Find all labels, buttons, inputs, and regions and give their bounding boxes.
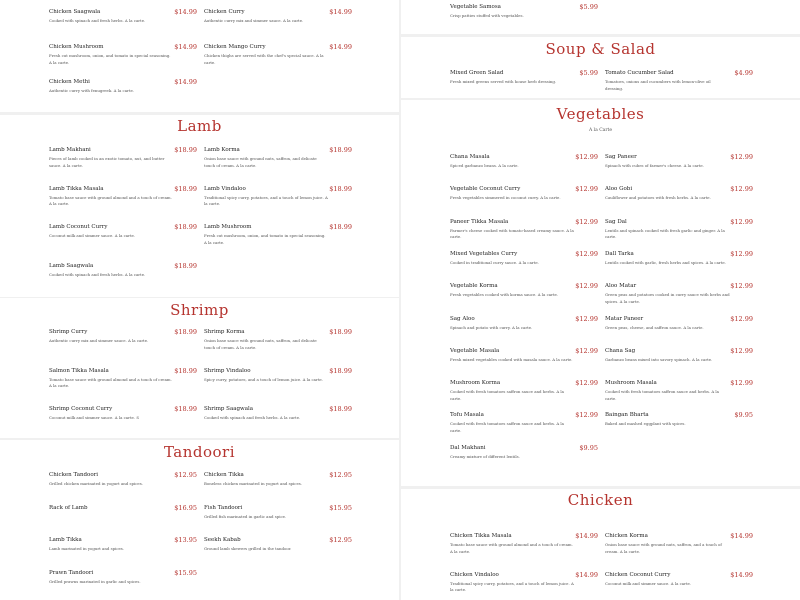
item-description: Onion base sauce with ground nuts, saffron, and delicate touch of cream. A la carte. xyxy=(204,338,317,350)
item-price: $12.95 xyxy=(174,471,197,479)
item-name: Mixed Vegetables Curry xyxy=(450,250,518,257)
item-description: Cooked in traditional curry sauce. A la carte. xyxy=(450,259,539,265)
item-price: $12.99 xyxy=(730,217,753,226)
item-name: Salmon Tikka Masala xyxy=(49,367,109,374)
section-title-vegetables: Vegetables xyxy=(556,105,645,123)
item-price: $4.99 xyxy=(734,69,753,77)
item-description: Traditional spicy curry, potatoes, and a touch of lemon juice. A la carte. xyxy=(450,580,574,592)
item-price: $18.99 xyxy=(329,405,352,413)
item-price: $18.99 xyxy=(174,405,197,413)
item-description: Fresh vegetables cooked with korma sauce. A la carte. xyxy=(450,292,559,298)
item-description: Fresh vegetables simmered in coconut curry. A la carte. xyxy=(450,195,561,201)
item-description: Authentic curry mix and simmer sauce. A la carte. xyxy=(204,18,304,23)
item-description: Coconut milk and simmer sauce. A la carte. xyxy=(605,580,692,586)
item-price: $14.99 xyxy=(575,570,598,579)
section-title-shrimp: Shrimp xyxy=(170,301,229,319)
item-description: Fresh cut mushroom, onion, and tomato in special seasoning. A la carte. xyxy=(204,233,326,245)
item-name: Shrimp Korma xyxy=(204,329,245,335)
item-price: $9.95 xyxy=(734,411,753,420)
item-price: $18.99 xyxy=(174,184,197,193)
item-price: $18.99 xyxy=(174,146,197,154)
section-subtitle-vegetables: A la Carte xyxy=(589,128,612,133)
item-description: Spinach and potato with curry. A la carte. xyxy=(450,324,533,330)
item-name: Shrimp Curry xyxy=(49,329,88,335)
item-name: Chicken Curry xyxy=(204,9,245,15)
item-name: Shrimp Vindaloo xyxy=(204,367,251,374)
item-name: Sag Dal xyxy=(605,218,627,225)
item-price: $15.95 xyxy=(329,503,352,512)
item-price: $18.99 xyxy=(174,328,197,336)
item-description: Fresh mixed greens served with house herb dressing. xyxy=(450,79,557,84)
item-price: $12.95 xyxy=(329,536,352,544)
item-description: Tomato base sauce with ground almond and a touch of cream. A la carte. xyxy=(49,194,172,206)
panel-soup-salad xyxy=(401,37,800,98)
item-name: Sag Paneer xyxy=(605,154,637,160)
item-description: Tomato base sauce with ground almond and a touch of cream. A la carte. xyxy=(450,542,573,554)
item-price: $18.99 xyxy=(329,223,352,231)
item-name: Fish Tandoori xyxy=(204,504,243,511)
item-price: $16.95 xyxy=(174,503,197,512)
item-price: $12.99 xyxy=(575,379,598,388)
item-price: $14.99 xyxy=(174,43,197,51)
item-price: $12.99 xyxy=(730,379,753,388)
panel-appetizer-continued xyxy=(401,0,800,34)
item-name: Chicken Tikka xyxy=(204,472,244,478)
item-description: Cauliflower and potatoes with fresh herbs. A la carte. xyxy=(605,195,711,201)
item-name: Chana Masala xyxy=(450,154,490,160)
item-name: Chicken Korma xyxy=(605,533,648,539)
item-price: $14.99 xyxy=(575,532,598,540)
item-name: Lamb Makhani xyxy=(49,147,91,153)
section-title-soup-salad: Soup & Salad xyxy=(545,40,656,58)
item-name: Rack of Lamb xyxy=(49,504,88,511)
item-price: $12.99 xyxy=(730,249,753,258)
item-description: Green peas, cheese, and saffron sauce. A la carte. xyxy=(605,324,704,330)
item-price: $12.99 xyxy=(575,153,598,161)
item-description: Garbanzo beans mixed into savory spinach. A la carte. xyxy=(605,356,713,362)
item-name: Chicken Saagwala xyxy=(49,9,101,15)
item-name: Chicken Methi xyxy=(49,79,90,85)
item-price: $14.99 xyxy=(730,532,753,540)
item-description: Authentic curry with fenugreek. A la carte. xyxy=(49,88,134,93)
item-name: Lamb Vindaloo xyxy=(204,185,246,192)
item-description: Creamy mixture of different lentils. xyxy=(450,453,520,459)
item-description: Cooked with fresh tomatoes saffron sauce and herbs. A la carte. xyxy=(605,389,719,401)
item-description: Grilled chicken marinated in yogurt and spices. xyxy=(49,481,143,486)
item-name: Chicken Coconut Curry xyxy=(605,571,671,578)
item-description: Green peas and potatoes cooked in curry sauce with herbs and spices. A la carte. xyxy=(605,292,730,304)
item-price: $14.99 xyxy=(730,570,753,579)
item-description: Spiced garbanzo beans. A la carte. xyxy=(450,163,519,168)
item-name: Chicken Mango Curry xyxy=(204,44,266,50)
item-name: Mushroom Masala xyxy=(605,380,657,387)
item-description: Boneless chicken marinated in yogurt and spices. xyxy=(204,481,303,486)
item-price: $18.99 xyxy=(329,184,352,193)
item-name: Lamb Korma xyxy=(204,147,240,153)
item-description: Lentils and spinach cooked with fresh garlic and ginger. A la carte. xyxy=(605,227,725,240)
item-price: $12.99 xyxy=(575,249,598,258)
panel-chicken xyxy=(401,489,800,600)
item-name: Lamb Tikka xyxy=(49,537,82,543)
item-description: Authentic curry mix and simmer sauce. A la carte. xyxy=(49,338,149,343)
item-price: $12.99 xyxy=(575,346,598,355)
item-price: $18.99 xyxy=(329,366,352,375)
item-description: Grilled prawns marinated in garlic and spices. xyxy=(49,578,141,584)
item-price: $18.99 xyxy=(329,146,352,154)
item-price: $12.99 xyxy=(730,185,753,194)
item-description: Coconut milk and simmer sauce. A la carte. xyxy=(49,233,136,238)
item-price: $14.99 xyxy=(174,78,197,86)
item-price: $18.99 xyxy=(174,223,197,231)
item-description: Chicken thighs are served with the chef's special sauce. A la carte. xyxy=(204,53,324,65)
item-description: Crisp patties stuffed with vegetables. xyxy=(450,13,524,18)
item-name: Aloo Gobi xyxy=(605,186,633,193)
section-title-tandoori: Tandoori xyxy=(163,443,236,461)
item-price: $12.99 xyxy=(575,314,598,323)
item-name: Tomato Cucumber Salad xyxy=(605,70,674,76)
item-price: $14.99 xyxy=(329,43,352,51)
item-description: Lamb marinated in yogurt and spices. xyxy=(49,546,125,551)
item-description: Fresh cut mushroom, onion, and tomato in special seasoning. A la carte. xyxy=(49,53,171,65)
item-name: Vegetable Korma xyxy=(450,283,498,290)
item-name: Seekh Kabab xyxy=(204,537,241,543)
item-price: $12.99 xyxy=(575,185,598,194)
panel-shrimp xyxy=(0,298,399,438)
item-price: $14.99 xyxy=(174,8,197,16)
item-name: Vegetable Masala xyxy=(450,347,500,354)
item-name: Dal Makhani xyxy=(450,444,486,451)
item-price: $12.99 xyxy=(575,217,598,226)
item-description: Ground lamb skewers grilled in the tandoor. xyxy=(204,546,292,551)
item-name: Chicken Vindaloo xyxy=(450,571,499,578)
item-description: Cooked with spinach and fresh herbs. A la carte. xyxy=(49,271,146,277)
item-name: Aloo Matar xyxy=(605,283,637,290)
item-name: Lamb Coconut Curry xyxy=(49,224,108,230)
item-name: Paneer Tikka Masala xyxy=(450,218,509,225)
item-description: Onion base sauce with ground nuts, saffron, and a touch of cream. A la carte. xyxy=(605,542,722,554)
item-description: Spicy curry, potatoes, and a touch of lemon juice. A la carte. xyxy=(204,376,323,382)
item-name: Lamb Tikka Masala xyxy=(49,185,104,192)
item-name: Tofu Masala xyxy=(450,412,484,419)
item-name: Matar Paneer xyxy=(605,315,644,322)
item-description: Cooked with fresh tomatoes saffron sauce and herbs. A la carte. xyxy=(450,389,564,401)
section-title-lamb: Lamb xyxy=(177,117,222,135)
item-price: $12.99 xyxy=(575,282,598,291)
item-name: Mixed Green Salad xyxy=(450,70,504,76)
item-name: Shrimp Saagwala xyxy=(204,406,254,412)
item-price: $12.99 xyxy=(730,153,753,161)
item-price: $5.99 xyxy=(579,3,598,11)
item-description: Grilled fish marinated in garlic and spice. xyxy=(204,513,287,519)
item-name: Sag Aloo xyxy=(450,315,475,322)
item-name: Mushroom Korma xyxy=(450,380,501,387)
item-description: Traditional spicy curry, potatoes, and a touch of lemon juice. A la carte. xyxy=(204,194,328,206)
item-price: $12.99 xyxy=(730,282,753,291)
item-name: Baingan Bharta xyxy=(605,412,649,419)
item-description: Cooked with fresh tomatoes saffron sauce and herbs. A la carte. xyxy=(450,421,564,433)
item-description: Farmer's cheese cooked with tomato-based creamy sauce. A la carte. xyxy=(450,227,574,240)
item-price: $12.95 xyxy=(329,471,352,479)
item-description: Baked and mashed eggplant with spices. xyxy=(605,421,686,427)
item-name: Shrimp Coconut Curry xyxy=(49,406,113,412)
item-name: Lamb Saagwala xyxy=(49,262,94,269)
item-name: Dall Tarka xyxy=(605,250,634,257)
item-price: $12.99 xyxy=(575,411,598,420)
item-price: $5.99 xyxy=(579,69,598,77)
item-description: Lentils cooked with garlic, fresh herbs and spices. A la carte. xyxy=(605,259,726,265)
item-name: Vegetable Samosa xyxy=(450,4,501,10)
item-name: Chicken Mushroom xyxy=(49,44,104,50)
section-title-chicken: Chicken xyxy=(567,491,634,509)
item-name: Vegetable Coconut Curry xyxy=(450,186,521,193)
item-price: $18.99 xyxy=(174,261,197,270)
item-price: $18.99 xyxy=(174,366,197,375)
item-price: $12.99 xyxy=(730,314,753,323)
item-name: Lamb Mushroom xyxy=(204,224,252,230)
item-price: $14.99 xyxy=(329,8,352,16)
item-description: Tomato base sauce with ground almond and a touch of cream. A la carte. xyxy=(49,376,172,388)
panel-chicken-continued xyxy=(0,0,399,112)
item-price: $13.95 xyxy=(174,536,197,544)
item-price: $18.99 xyxy=(329,328,352,336)
panel-tandoori xyxy=(0,440,399,600)
item-description: Coconut milk and simmer sauce. A la carte. S xyxy=(49,415,139,420)
panel-vegetables xyxy=(401,100,800,486)
item-price: $15.95 xyxy=(174,568,197,577)
item-description: Spinach with cubes of farmer's cheese. A la carte. xyxy=(605,163,704,168)
item-description: Cooked with spinach and fresh herbs. A la carte. xyxy=(49,18,146,23)
item-name: Chana Sag xyxy=(605,347,636,354)
item-description: Tomatoes, onions and cucumbers with lemon-olive oil dressing. xyxy=(605,79,711,91)
item-description: Cooked with spinach and fresh herbs. A la carte. xyxy=(204,415,301,420)
item-description: Pieces of lamb cooked in an exotic tomato, nut, and butter sauce. A la carte. xyxy=(49,156,165,168)
item-price: $9.95 xyxy=(579,443,598,452)
item-name: Chicken Tikka Masala xyxy=(450,533,512,539)
item-name: Chicken Tandoori xyxy=(49,472,99,478)
panel-lamb xyxy=(0,115,399,297)
item-description: Fresh mixed vegetables cooked with masala sauce. A la carte. xyxy=(450,356,573,362)
item-price: $12.99 xyxy=(730,346,753,355)
item-description: Onion base sauce with ground nuts, saffron, and delicate touch of cream. A la carte. xyxy=(204,156,317,168)
item-name: Prawn Tandoori xyxy=(49,569,94,576)
